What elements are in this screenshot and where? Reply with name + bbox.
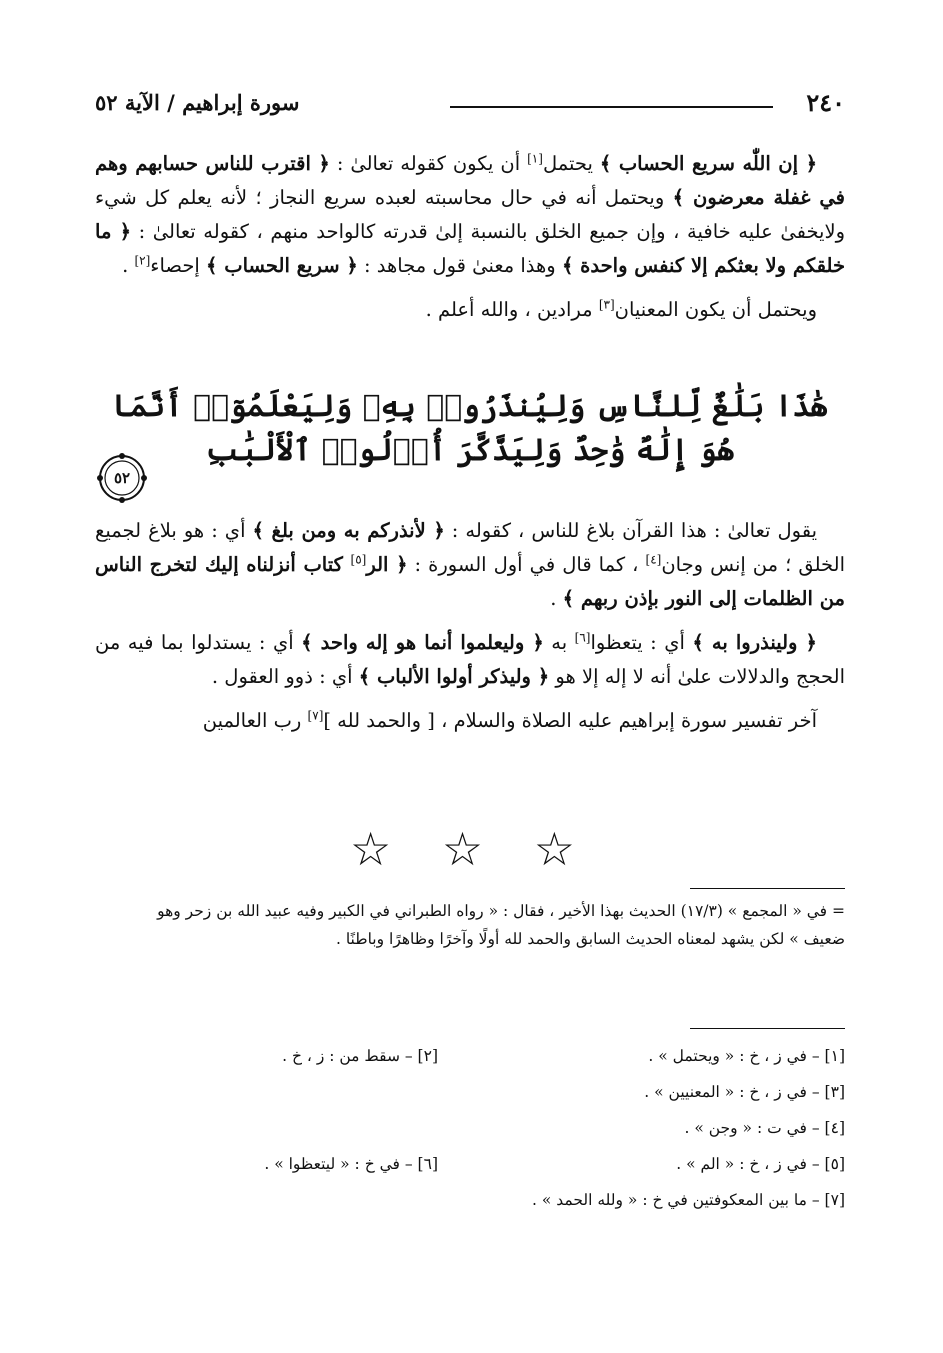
text-run: أي : هو بلاغ لجميع الخلق ؛ من إنس وجان — [95, 519, 845, 576]
text-run: يحتمل — [542, 152, 600, 175]
footnote-ref: [٣] — [598, 297, 615, 312]
quran-quote: ﴿ وليعلموا أنما هو إله واحد ﴾ — [301, 631, 544, 654]
footnote-continuation-line: = في « المجمع » (١٧/٣) الحديث بهذا الأخير ، فقال : « رواه الطبراني في الكبير وفيه عبيد الله بن زحر وهو — [157, 902, 845, 920]
text-run: أي : ذوو العقول . — [211, 665, 359, 688]
text-run: مرادين ، والله أعلم . — [425, 298, 599, 321]
verse-number: ٥٢ — [113, 469, 131, 487]
quran-quote: ﴿ الر — [366, 553, 408, 576]
footnote-continuation-line: ضعيف » لكن يشهد لمعناه الحديث السابق والحمد لله أولًا وآخرًا وظاهرًا وباطنًا . — [335, 930, 845, 948]
quran-quote: ﴿ سريع الحساب ﴾ — [206, 254, 358, 277]
footnote-ref: [٥] — [350, 552, 367, 567]
text-run: أي : يستدلوا بما فيه من الحجج والدلالات علىٰ أنه لا إله إلا هو — [95, 631, 845, 688]
text-run: وهذا معنىٰ قول مجاهد : — [357, 254, 562, 277]
text-run: يقول تعالىٰ : هذا القرآن بلاغ للناس ، كقوله : — [444, 519, 817, 542]
quran-quote: ﴿ ما خلقكم ولا بعثكم إلا كنفس واحدة ﴾ — [95, 220, 845, 277]
text-run: إحصاء — [150, 254, 206, 277]
header-rule — [450, 106, 773, 108]
footnote-4: [٤] – في ت : « وجن » . — [684, 1119, 845, 1137]
commentary-block-2 — [95, 514, 845, 738]
text-run: أن يكون كقوله تعالىٰ : — [329, 152, 528, 175]
commentary-block-1 — [95, 147, 845, 327]
text-run: رب العالمين — [202, 709, 308, 732]
footnote-2: [٢] – سقط من : ز ، خ . — [282, 1047, 438, 1065]
footnote-3: [٣] – في ز ، خ : « المعنيين » . — [644, 1083, 845, 1101]
text-run: به — [543, 631, 575, 654]
quran-quote: ﴿ إن اللّٰه سريع الحساب ﴾ — [599, 152, 817, 175]
page-number: ٢٤٠ — [806, 88, 845, 117]
quran-quote: ﴿ ولينذروا به ﴾ — [692, 631, 817, 654]
footnote-ref: [٢] — [134, 253, 151, 268]
paragraph-1 — [95, 147, 845, 283]
footnote-ref: [٤] — [645, 552, 662, 567]
paragraph-4 — [95, 626, 845, 694]
footnote-ref: [٧] — [307, 708, 324, 723]
paragraph-2 — [95, 293, 845, 327]
paragraph-3 — [95, 514, 845, 616]
text-run: أي : يتعظوا — [590, 631, 693, 654]
footnote-1: [١] – في ز ، خ : « ويحتمل » . — [648, 1047, 845, 1065]
page-header — [95, 88, 845, 122]
footnote-ref: [٦] — [574, 630, 591, 645]
text-run: . — [550, 587, 563, 610]
verse-number-marker — [96, 452, 148, 504]
text-run: . — [122, 254, 135, 277]
quran-quote: كتاب أنزلناه إليك لتخرج الناس من الظلمات إلى النور بإذن ربهم ﴾ — [95, 553, 845, 610]
quran-quote: ﴿ وليذكر أولوا الألباب ﴾ — [358, 665, 550, 688]
running-title: سورة إبراهيم / الآية ٥٢ — [95, 90, 300, 115]
footnote-5: [٥] – في ز ، خ : « الم » . — [676, 1155, 845, 1173]
footnote-6: [٦] – في خ : « ليتعظوا » . — [264, 1155, 438, 1173]
footnote-7: [٧] – ما بين المعكوفتين في خ : « ولله الحمد » . — [532, 1191, 845, 1209]
text-run: ويحتمل أنه في حال محاسبته لعبده سريع النجاز ؛ لأنه يعلم كل شيء ولايخفىٰ عليه خافية ، وإن جميع الخلق بالنسبة إلىٰ قدرته كالواحد منهم ، كقوله تعالىٰ : — [95, 186, 845, 243]
section-end-stars: ☆ ☆ ☆ — [350, 822, 593, 876]
quran-quote: ﴿ اقترب للناس حسابهم وهم في غفلة معرضون ﴾ — [95, 152, 845, 209]
quran-quote: ﴿ لأنذركم به ومن بلغ ﴾ — [252, 519, 445, 542]
paragraph-5 — [95, 704, 845, 738]
footnote-rule — [690, 1028, 845, 1029]
quran-verse: هَٰذَا بَلَٰغٌ لِّلنَّاسِ وَلِيُنذَرُوا۟ بِهِۦ وَلِيَعْلَمُوٓا۟ أَنَّمَا هُوَ إِلَٰهٌ وَٰحِدٌ وَلِيَذَّكَّرَ أُو۟لُوا۟ ٱلْأَلْبَٰبِ — [112, 389, 828, 468]
footnote-ref: [١] — [527, 151, 543, 166]
text-run: ويحتمل أن يكون المعنيان — [614, 298, 817, 321]
text-run: آخر تفسير سورة إبراهيم عليه الصلاة والسلام ، [ والحمد لله ] — [323, 709, 817, 732]
footnote-rule — [690, 888, 845, 889]
text-run: ، كما قال في أول السورة : — [407, 553, 646, 576]
